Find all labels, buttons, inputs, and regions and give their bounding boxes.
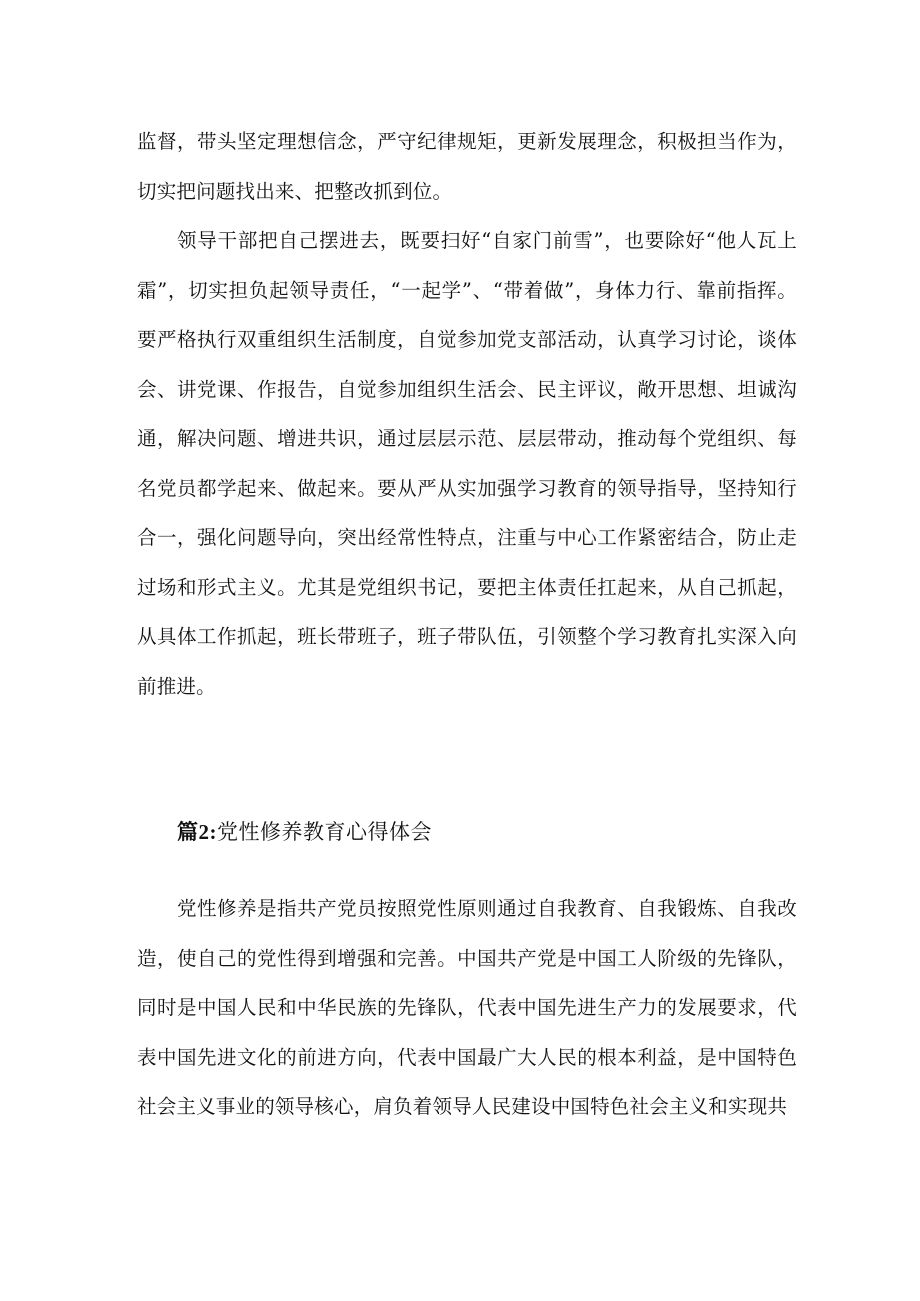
section-heading-prefix: 篇2: bbox=[177, 820, 217, 844]
paragraph-leaders: 领导干部把自己摆进去，既要扫好“自家门前雪”，也要除好“他人瓦上霜”，切实担负起领导责任，“一起学”、“带着做”，身体力行、靠前指挥。要严格执行双重组织生活制度，自觉参加党支部活动，认真学习讨论，谈体会、讲党课、作报告，自觉参加组织生活会、民主评议，敞开思想、坦诚沟通，解决问题、增进共识，通过层层示范、层层带动，推动每个党组织、每名党员都学起来、做起来。要从严从实加强学习教育的领导指导，坚持知行合一，强化问题导向，突出经常性特点，注重与中心工作紧密结合，防止走过场和形式主义。尤其是党组织书记，要把主体责任扛起来，从自己抓起，从具体工作抓起，班长带班子，班子带队伍，引领整个学习教育扎实深入向前推进。 bbox=[137, 229, 797, 698]
section-heading-title: 党性修养教育心得体会 bbox=[217, 820, 432, 844]
paragraph-continuation: 监督，带头坚定理想信念，严守纪律规矩，更新发展理念，积极担当作为，切实把问题找出来、把整改抓到位。 bbox=[137, 130, 797, 203]
section-heading bbox=[177, 812, 432, 852]
paragraph-party-spirit: 党性修养是指共产党员按照党性原则通过自我教育、自我锻炼、自我改造，使自己的党性得到增强和完善。中国共产党是中国工人阶级的先锋队，同时是中国人民和中华民族的先锋队，代表中国先进生产力的发展要求，代表中国先进文化的前进方向，代表中国最广大人民的根本利益，是中国特色社会主义事业的领导核心，肩负着领导人民建设中国特色社会主义和实现共 bbox=[137, 897, 797, 1118]
